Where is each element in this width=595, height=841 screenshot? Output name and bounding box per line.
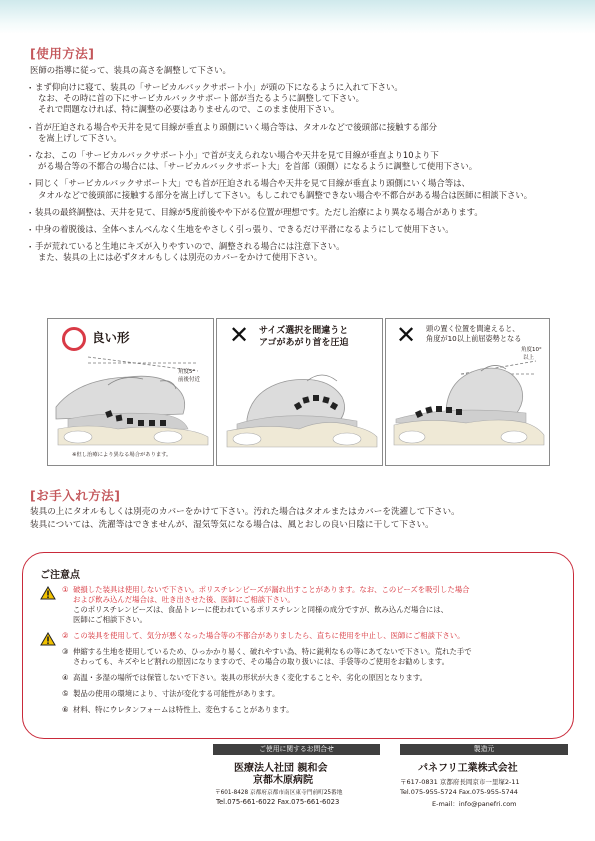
usage-intro: 医師の指導に従って、装具の高さを調整して下さい。 [30, 65, 231, 75]
top-gradient-band [0, 0, 595, 34]
usage-bullet: ・ [26, 225, 35, 235]
usage-bullet: ・ [26, 242, 35, 253]
caution-warning-line: 破損した装具は使用しないで下さい。ポリスチレンビーズが漏れ出すことがあります。なお、このビーズを吸引した場合 [73, 585, 470, 594]
maker-address: 〒617-0831 京都府長岡京市一里塚2-11 [400, 778, 520, 786]
contact-org-1: 医療法人社団 親和会 [234, 763, 328, 774]
contact-tel: Tel.075-661-6022 Fax.075-661-6023 [216, 798, 340, 806]
usage-item-line: 首が圧迫される場合や天井を見て目線が垂直より頭側にいく場合等は、タオルなどで後頭部に接触する部分 [35, 121, 437, 132]
caution-number: ③ [62, 647, 69, 656]
wrong-size-illustration [217, 319, 382, 465]
wrong-position-cross-icon: ✕ [396, 321, 417, 349]
usage-bullet: ・ [26, 179, 35, 190]
caution-text-line: このポリスチレンビーズは、食品トレーに使われているポリスチレンと同様の成分ですが、飲み込んだ場合には、 [73, 605, 449, 614]
caution-text-line: 伸縮する生地を使用しているため、ひっかかり易く、破れやすい為、特に鋭利なもの等にあてないで下さい。荒れた手で [73, 647, 472, 656]
usage-bullet: ・ [26, 207, 35, 218]
caution-number: ⑥ [62, 705, 69, 714]
wrong-angle-sub: 以上 [523, 355, 535, 361]
usage-item-line: 装具の最終調整は、天井を見て、目線が5度前後やや下がる位置が理想です。ただし治療により異なる場合があります。 [35, 206, 483, 217]
good-angle-label: 角度5° [178, 369, 196, 375]
usage-item-line: 同じく「サービカルバックサポート大」でも首が圧迫される場合や天井を見て目線が垂直より頭側にいく場合等は、 [35, 178, 470, 189]
usage-item-line: また、装具の上には必ずタオルもしくは別売のカバーをかけて使用下さい。 [38, 252, 323, 263]
usage-item-line: 中身の着脱後は、全体へまんべんなく生地をやさしく引っ張り、できるだけ平滑になるようにして使用下さい。 [35, 224, 454, 234]
caution-number: ④ [62, 673, 69, 682]
usage-item-line: なお、この「サービカルバックサポート小」で首が支えられない場合や天井を見て目線が垂直より10より下 [35, 150, 439, 160]
wrong-position-illustration [386, 319, 549, 465]
panel-good-posture [47, 318, 214, 466]
care-title: [お手入れ方法] [30, 488, 121, 503]
warning-triangle-icon [40, 632, 56, 646]
good-posture-illustration [48, 319, 213, 465]
panel-wrong-position [385, 318, 550, 466]
maker-email: E-mail：info@panefri.com [432, 800, 517, 808]
maker-name: パネフリ工業株式会社 [418, 763, 518, 774]
caution-number: ① [62, 585, 69, 594]
caution-warning-line: および飲み込んだ場合は、吐き出させた後、医師にご相談下さい。 [73, 595, 295, 604]
panel-footnote: ※但し治療により異なる場合があります。 [72, 452, 172, 458]
maker-label-bar: 製造元 [400, 744, 568, 755]
contact-label-bar: ご使用に関するお問合せ [213, 744, 380, 755]
usage-bullet: ・ [26, 122, 35, 133]
usage-bullet: ・ [26, 83, 35, 93]
caution-number: ② [62, 631, 69, 640]
contact-address: 〒601-8428 京都府京都市南区東寺門前町25番地 [215, 790, 343, 796]
contact-org-2: 京都木原病院 [253, 775, 313, 786]
usage-item-line: タオルなどで後頭部に接触する部分を嵩上げして下さい。もしこれでも調整できない場合や不都合がある場合は医師に相談下さい。 [38, 189, 533, 200]
panel-wrong-position-caption-1: 頭の置く位置を間違えると、 [426, 324, 520, 333]
caution-text-line: 製品の使用の環境により、寸法が変化する可能性があります。 [73, 689, 280, 698]
usage-bullet: ・ [26, 151, 35, 161]
panel-wrong-size-caption-1: サイズ選択を間違うと [259, 326, 349, 336]
caution-title: ご注意点 [40, 570, 80, 581]
usage-item-line: まず仰向けに寝て、装具の「サービカルバックサポート小」が頭の下になるように入れて下さい。 [35, 82, 403, 92]
panel-wrong-position-caption-2: 角度が10以上前屈姿勢となる [426, 334, 522, 343]
usage-title: [使用方法] [30, 46, 95, 61]
caution-text-line: 医師にご相談下さい。 [73, 615, 147, 624]
wrong-size-cross-icon: ✕ [229, 321, 250, 349]
usage-item-line: 手が荒れていると生地にキズが入りやすいので、調整される場合には注意下さい。 [35, 241, 345, 252]
usage-item-line: なお、その時に首の下にサービカルバックサポート部が当たるように調整して下さい。 [38, 93, 365, 104]
caution-warning-line: この装具を使用して、気分が悪くなった場合等の不都合がありましたら、直ちに使用を中止し、医師にご相談下さい。 [73, 631, 465, 640]
usage-item-line: を嵩上げして下さい。 [38, 132, 122, 143]
care-line-1: 装具の上にタオルもしくは別売のカバーをかけて下さい。汚れた場合はタオルまたはカバーを洗濯して下さい。 [30, 507, 460, 517]
caution-text-line: 高温・多湿の場所では保管しないで下さい。装具の形状が大きく変化することや、劣化の原因となります。 [73, 673, 428, 682]
warning-triangle-icon [40, 586, 56, 600]
caution-text-line: さわっても、キズやヒビ割れの原因になりますので、その場合の取り扱いには、手袋等のご使用をお勧めします。 [73, 657, 449, 666]
panel-good-caption: 良い形 [92, 330, 130, 345]
wrong-angle-label: 角度10° [521, 347, 542, 353]
usage-item-line: それで問題なければ、特に調整の必要はありませんので、このまま使用下さい。 [38, 104, 340, 115]
panel-wrong-size-caption-2: アゴがあがり首を圧迫 [259, 338, 349, 348]
usage-item-line: がる場合等の不都合の場合には、「サービカルバックサポート大」を首部（頭側）になるように調整して使用下さい。 [38, 161, 478, 172]
caution-text-line: 材料、特にウレタンフォームは特性上、変色することがあります。 [73, 705, 294, 714]
maker-tel: Tel.075-955-5724 Fax.075-955-5744 [400, 788, 518, 796]
caution-number: ⑤ [62, 689, 69, 698]
care-line-2: 装具については、洗濯等はできませんが、湿気等気になる場合は、風とおしの良い日陰に干して下さい。 [30, 520, 434, 530]
panel-wrong-size [216, 318, 383, 466]
good-angle-sub: 前後付近 [178, 377, 201, 383]
